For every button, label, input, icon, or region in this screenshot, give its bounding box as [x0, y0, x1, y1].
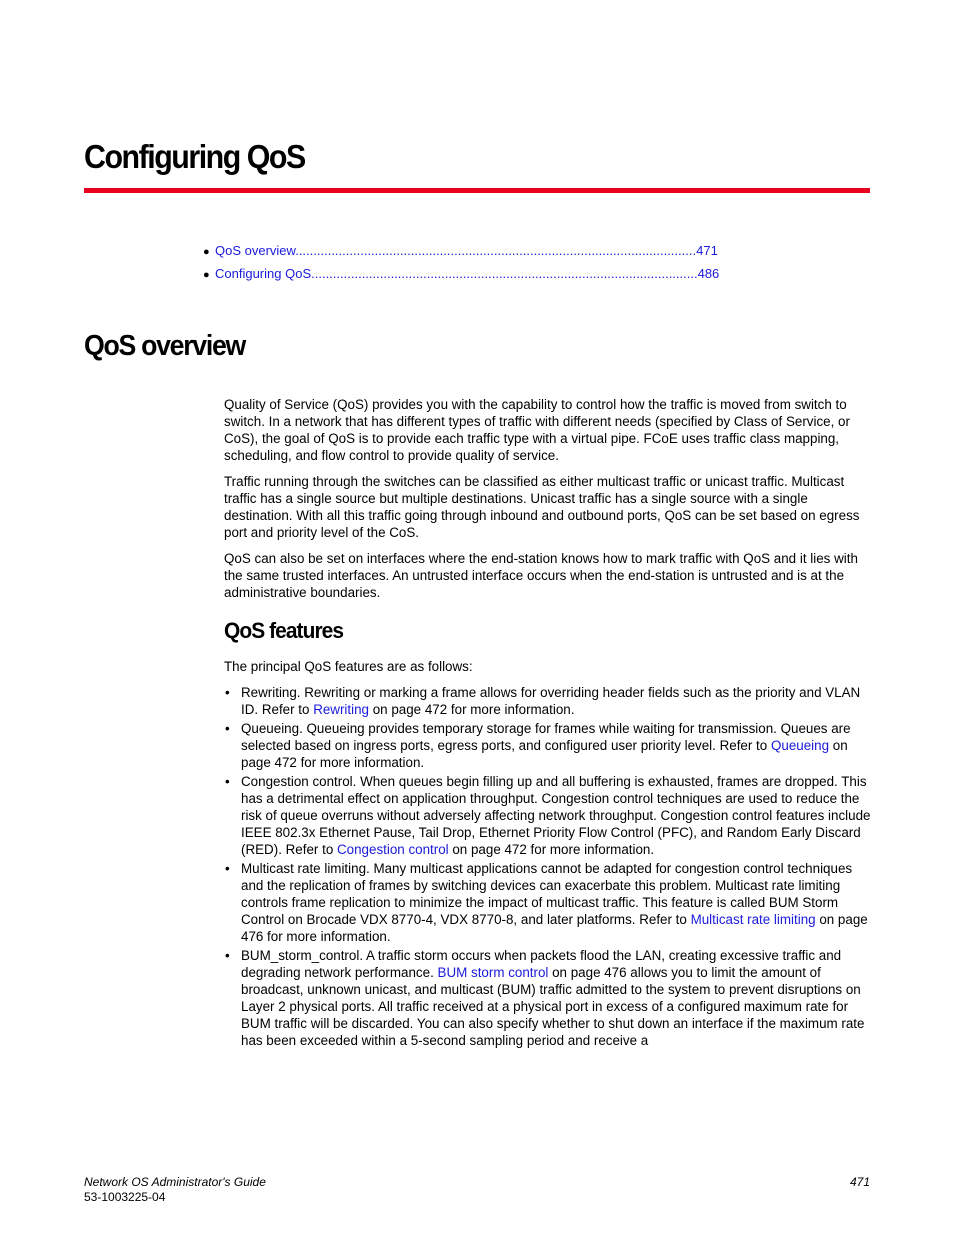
- item-text: BUM_storm_control. A traffic storm occurs when packets flood the LAN, creating excessive traffic and degrading network performance.: [241, 948, 842, 980]
- footer-doc-number: 53-1003225-04: [84, 1190, 166, 1204]
- toc-page: 471: [696, 243, 718, 258]
- bullet: •: [225, 774, 230, 789]
- item-text: on page 476 allows you to limit the amount of broadcast, unknown unicast, and multicast (BUM) traffic admitted to the system to prevent disruptions on Layer 2 physical ports. All traffic received at a physical port in excess of a configured maximum rate for BUM traffic will be discarded. You can also specify whether to shut down an interface if the maximum rate has been exceeded within a 5-second sampling period and receive a: [241, 965, 865, 1048]
- bullet: •: [225, 948, 230, 963]
- features-intro: The principal QoS features are as follows:: [224, 659, 473, 674]
- footer-left: [84, 1175, 266, 1205]
- item-text: Queueing. Queueing provides temporary storage for frames while waiting for transmission. Queues are selected based on ingress ports, egress ports, and configured user priority level. Refer to: [241, 721, 851, 753]
- toc-label: QoS overview: [215, 243, 296, 258]
- item-text: Congestion control. When queues begin filling up and all buffering is exhausted, frames are dropped. This has a detrimental effect on application throughput. Congestion control techniques are used to reduce the risk of queue overruns without adversely affecting network throughput. Congestion control features include IEEE 802.3x Ethernet Pause, Tail Drop, Ethernet Priority Flow Control (PFC), and Random Early Discard (RED). Refer to: [241, 774, 871, 857]
- footer-guide-title: Network OS Administrator's Guide: [84, 1175, 266, 1189]
- link-multicast-rate-limiting[interactable]: Multicast rate limiting: [690, 912, 816, 927]
- list-item: [224, 720, 872, 771]
- toc-leader: ...............................................................................................................: [295, 243, 697, 258]
- bullet: •: [225, 721, 230, 736]
- footer-page-number: 471: [849, 1175, 870, 1189]
- item-text: on page 476 for more information.: [241, 912, 868, 944]
- link-queueing[interactable]: Queueing: [770, 738, 830, 753]
- link-congestion-control[interactable]: Congestion control: [336, 842, 449, 857]
- body-content: [224, 396, 872, 1051]
- item-text: on page 472 for more information.: [241, 738, 848, 770]
- title-rule: [84, 188, 870, 193]
- link-rewriting[interactable]: Rewriting: [313, 702, 369, 717]
- subsection-title: QoS features: [224, 618, 344, 643]
- features-list: [224, 684, 872, 1049]
- toc-bullet: ●: [203, 246, 210, 258]
- toc-item: [203, 240, 719, 263]
- paragraph: Quality of Service (QoS) provides you with the capability to control how the traffic is moved from switch to switch. In a network that has different types of traffic with different needs (specified by Class of Service, or CoS), the goal of QoS is to provide each traffic type with a virtual pipe. FCoE uses traffic class mapping, scheduling, and flow control to provide quality of service.: [224, 397, 850, 463]
- list-item: [224, 773, 872, 858]
- section-title: QoS overview: [84, 330, 245, 362]
- mini-toc: [203, 240, 719, 286]
- item-text: on page 472 for more information.: [369, 702, 575, 717]
- item-text: Multicast rate limiting. Many multicast applications cannot be adapted for congestion control techniques and the replication of frames by switching devices can exacerbate this problem. Multicast rate limiting controls frame replication to minimize the impact of multicast traffic. This feature is called BUM Storm Control on Brocade VDX 8770-4, VDX 8770-8, and later platforms. Refer to: [241, 861, 853, 927]
- toc-leader: ...........................................................................................................: [311, 266, 698, 281]
- bullet: •: [225, 861, 230, 876]
- paragraph: QoS can also be set on interfaces where the end-station knows how to mark traffic with QoS and it lies with the same trusted interfaces. An untrusted interface occurs when the end-station is untrusted and is at the administrative boundaries.: [224, 551, 858, 600]
- toc-link-qos-overview[interactable]: [215, 243, 718, 258]
- toc-page: 486: [697, 266, 720, 281]
- toc-item: [203, 263, 719, 286]
- toc-label: Configuring QoS: [215, 266, 312, 281]
- chapter-title: Configuring QoS: [84, 138, 305, 175]
- link-bum-storm-control[interactable]: BUM storm control: [437, 965, 549, 980]
- paragraph: Traffic running through the switches can be classified as either multicast traffic or unicast traffic. Multicast traffic has a single source but multiple destinations. Unicast traffic has a single source with a single destination. With all this traffic going through inbound and outbound ports, QoS can be set based on egress port and priority level of the CoS.: [224, 474, 860, 540]
- toc-link-configuring-qos[interactable]: [215, 266, 719, 281]
- list-item: [224, 947, 872, 1049]
- bullet: •: [225, 685, 230, 700]
- list-item: [224, 684, 872, 718]
- toc-bullet: ●: [203, 269, 210, 281]
- list-item: [224, 860, 872, 945]
- item-text: on page 472 for more information.: [448, 842, 655, 857]
- item-text: Rewriting. Rewriting or marking a frame allows for overriding header fields such as the priority and VLAN ID. Refer to: [241, 685, 861, 717]
